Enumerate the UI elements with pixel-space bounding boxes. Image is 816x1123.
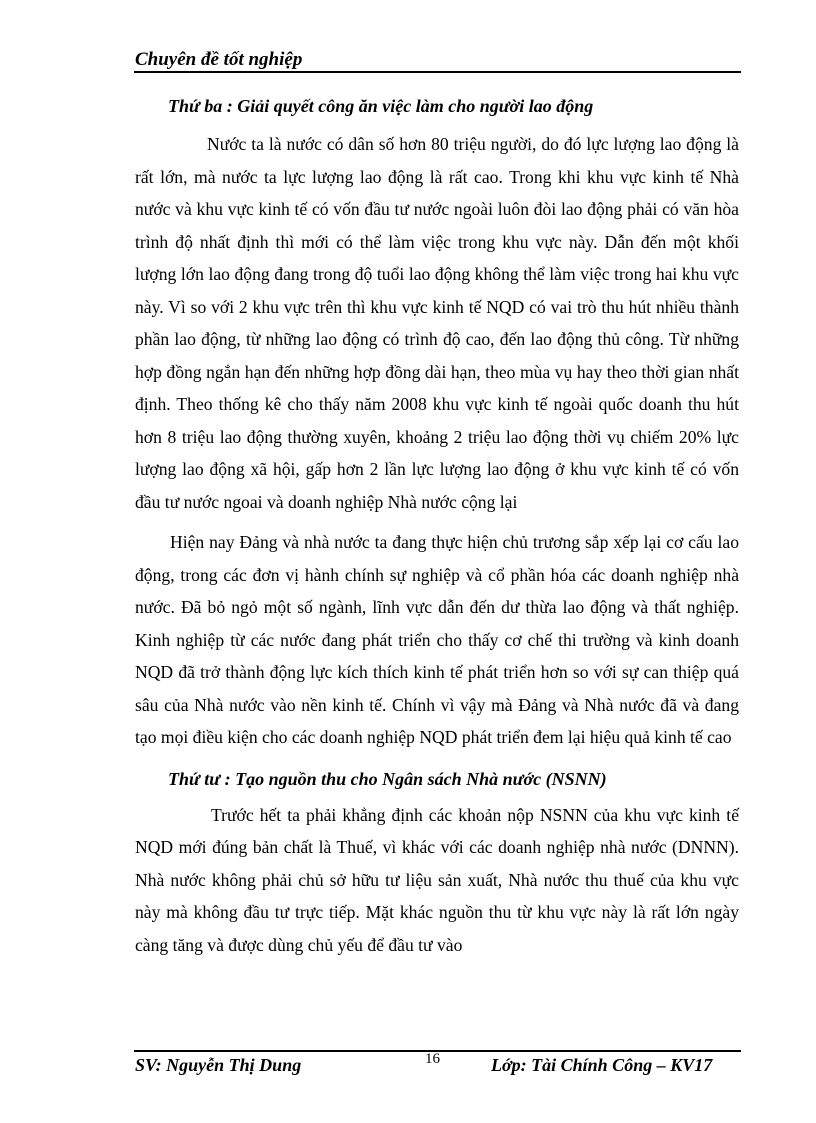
section-heading-thu-ba: Thứ ba : Giải quyết công ăn việc làm cho người lao động (168, 96, 594, 116)
paragraph: Trước hết ta phải khẳng định các khoản nộp NSNN của khu vực kinh tế NQD mới đúng bản chất là Thuế, vì khác với các doanh nghiệp nhà nước (DNNN). Nhà nước không phải chủ sở hữu tư liệu sản xuất, Nhà nước thu thuế của khu vực này mà không đầu tư trực tiếp. Mặt khác nguồn thu từ khu vực này là rất lớn ngày càng tăng và được dùng chủ yếu để đầu tư vào (135, 804, 739, 955)
document-header-title: Chuyên đề tốt nghiệp (135, 49, 303, 70)
paragraph: Nước ta là nước có dân số hơn 80 triệu người, do đó lực lượng lao động là rất lớn, mà nước ta lực lượng lao động là rất cao. Trong khi khu vực kinh tế Nhà nước và khu vực kinh tế có vốn đầu tư nước ngoài luôn đòi lao động phải có văn hòa trình độ nhất định thì mới có thể làm việc trong khu vực này. Dẫn đến một khối lượng lớn lao động đang trong độ tuổi lao động không thể làm việc trong hai khu vực này. Vì so với 2 khu vực trên thì khu vực kinh tế NQD có vai trò thu hút nhiều thành phần lao động, từ những lao động có trình độ cao, đến lao động thủ công. Từ những hợp đồng ngắn hạn đến những hợp đồng dài hạn, theo mùa vụ hay theo thời gian nhất định. Theo thống kê cho thấy năm 2008 khu vực kinh tế ngoài quốc doanh thu hút hơn 8 triệu lao động thường xuyên, khoảng 2 triệu lao động thời vụ chiếm 20% lực lượng lao động xã hội, gấp hơn 2 lần lực lượng lao động ở khu vực kinh tế có vốn đầu tư nước ngoai và doanh nghiệp Nhà nước cộng lại (135, 134, 739, 512)
footer-student-name: SV: Nguyễn Thị Dung (135, 1055, 302, 1075)
header-divider (134, 71, 741, 73)
footer-class-label: Lớp: Tài Chính Công – KV17 (491, 1055, 713, 1075)
document-body (135, 88, 739, 961)
page-number: 16 (425, 1051, 440, 1067)
paragraph: Hiện nay Đảng và nhà nước ta đang thực hiện chủ trương sắp xếp lại cơ cấu lao động, trong các đơn vị hành chính sự nghiệp và cổ phần hóa các doanh nghiệp nhà nước. Đã bỏ ngỏ một số ngành, lĩnh vực dẫn đến dư thừa lao động và thất nghiệp. Kinh nghiệp từ các nước đang phát triển cho thấy cơ chế thi trường và kinh doanh NQD đã trở thành động lực kích thích kinh tế phát triển hơn so với sự can thiệp quá sâu của Nhà nước vào nền kinh tế. Chính vì vậy mà Đảng và Nhà nước đã và đang tạo mọi điều kiện cho các doanh nghiệp NQD phát triển đem lại hiệu quả kinh tế cao (135, 532, 739, 747)
section-heading-thu-tu: Thứ tư : Tạo nguồn thu cho Ngân sách Nhà nước (NSNN) (168, 768, 607, 789)
